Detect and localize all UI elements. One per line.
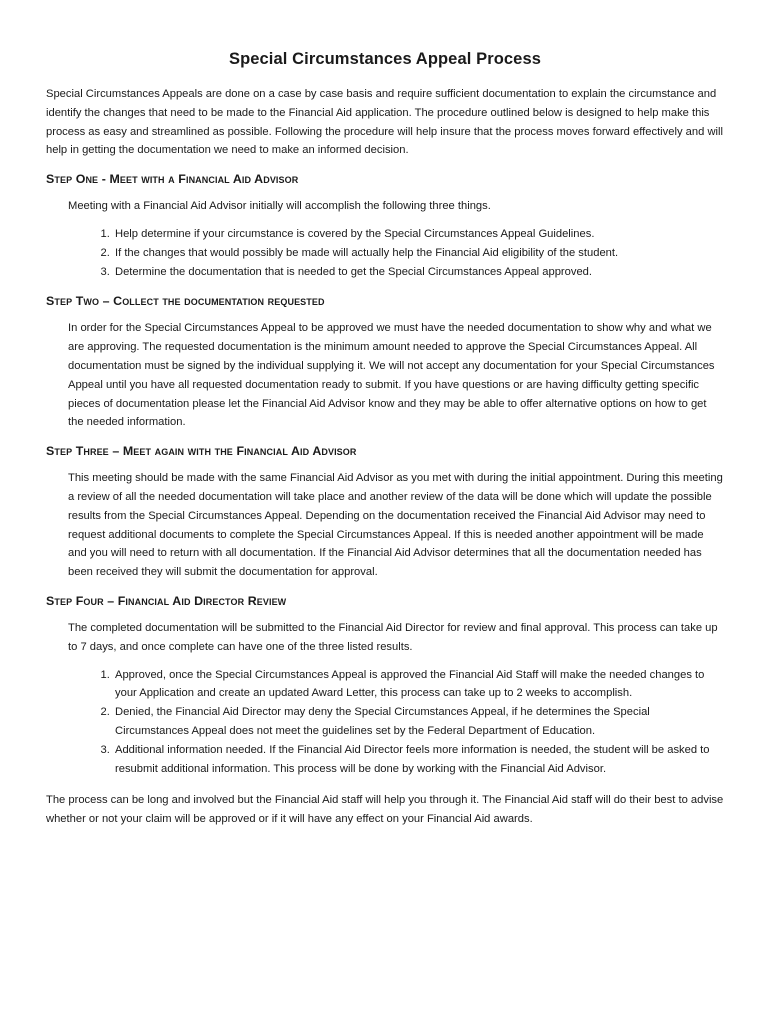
step-three-heading: Step Three – Meet again with the Financial Aid Advisor (46, 444, 357, 459)
step-one-heading: Step One - Meet with a Financial Aid Advisor (46, 172, 299, 187)
step-three-body: This meeting should be made with the same Financial Aid Advisor as you met with during the initial appointment. During this meeting a review of all the needed documentation will take place and another review of the data will be done which will update the possible results from the Special Circumstances Appeal. Depending on the documentation received the Financial Aid Advisor may need to request additional documents to complete the Special Circumstances Appeal. If this is needed another appointment will be made and you will need to return with all documentation. If the Financial Aid Advisor determines that all the documentation needed has been received they will submit the documentation for approval. (68, 472, 723, 579)
step-two-body: In order for the Special Circumstances Appeal to be approved we must have the needed documentation to show why and what we are approving. The requested documentation is the minimum amount needed to approve the Special Circumstances Appeal. All documentation must be signed by the individual supplying it. We will not accept any documentation for your Special Circumstances Appeal until you have all requested documentation ready to submit. If you have questions or are having difficulty getting specific pieces of documentation please let the Financial Aid Advisor know and they may be able to offer alternative options on how to get the needed information. (68, 322, 715, 429)
intro-paragraph: Special Circumstances Appeals are done on a case by case basis and require sufficient documentation to explain the circumstance and identify the changes that need to be made to the Financial Aid application. The procedure outlined below is designed to help make this process as easy and streamlined as possible. Following the procedure will help insure that the process moves forward effectively and will help in getting the documentation we need to make an informed decision. (46, 88, 723, 157)
step-four-heading: Step Four – Financial Aid Director Review (46, 593, 287, 608)
step-two-heading: Step Two – Collect the documentation requested (46, 294, 325, 309)
page-title: Special Circumstances Appeal Process (228, 50, 542, 68)
list-item: 3. Additional information needed. If the Financial Aid Director feels more information is needed, the student will be asked to resubmit additional information. This process will be done by working with the Financial Aid Advisor. (113, 741, 724, 779)
list-item: 2. If the changes that would possibly be made will actually help the Financial Aid eligibility of the student. (113, 244, 724, 263)
step-four-lead: The completed documentation will be submitted to the Financial Aid Director for review and final approval. This process can take up to 7 days, and once complete can have one of the three listed results. (68, 621, 718, 653)
step-four-list (46, 666, 724, 779)
list-item: 1. Approved, once the Special Circumstances Appeal is approved the Financial Aid Staff will make the needed changes to your Application and create an updated Award Letter, this process can take up to 2 weeks to accomplish. (113, 666, 724, 704)
list-item: 1. Help determine if your circumstance is covered by the Special Circumstances Appeal Guidelines. (113, 225, 724, 244)
step-one-list (46, 225, 724, 281)
closing-paragraph: The process can be long and involved but the Financial Aid staff will help you through it. The Financial Aid staff will do their best to advise whether or not your claim will be approved or if it will have any effect on your Financial Aid awards. (46, 794, 724, 826)
list-item: 3. Determine the documentation that is needed to get the Special Circumstances Appeal approved. (113, 263, 724, 282)
list-item: 2. Denied, the Financial Aid Director may deny the Special Circumstances Appeal, if he determines the Special Circumstances Appeal does not meet the guidelines set by the Federal Department of Education. (113, 703, 724, 741)
step-one-lead: Meeting with a Financial Aid Advisor initially will accomplish the following three things. (68, 200, 491, 213)
